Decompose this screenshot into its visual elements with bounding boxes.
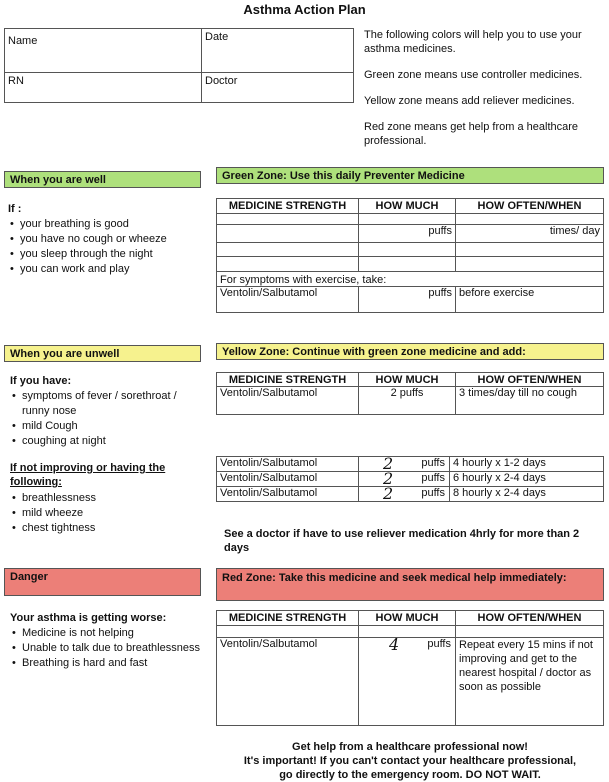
table-cell[interactable] — [456, 257, 604, 272]
table-cell[interactable] — [217, 214, 359, 225]
green-zone-header: Green Zone: Use this daily Preventer Medicine — [216, 167, 604, 184]
intro-line: Green zone means use controller medicines. — [364, 69, 583, 81]
name-field[interactable] — [5, 29, 202, 73]
yellow-note: See a doctor if have to use reliever medication 4hrly for more than 2 days — [224, 528, 580, 554]
medicine-cell[interactable]: Ventolin/Salbutamol — [217, 487, 359, 502]
puffs-label[interactable]: puffs — [359, 225, 456, 243]
col-how-much: HOW MUCH — [359, 373, 456, 387]
puffs-label: puffs — [421, 457, 445, 469]
list-item: • you have no cough or wheeze — [20, 232, 208, 247]
yellow-medicine-table — [216, 372, 604, 415]
intro-line: The following colors will help you to use your asthma medicines. — [364, 29, 582, 55]
list-item: • mild wheeze — [22, 506, 200, 521]
green-medicine-table — [216, 198, 604, 313]
handwritten-number: 2 — [383, 484, 394, 503]
how-much-cell[interactable] — [359, 469, 450, 488]
footer-line: Get help from a healthcare professional now! — [292, 741, 528, 753]
times-day-label[interactable]: times/ day — [456, 225, 604, 243]
yellow-have-bullets — [10, 389, 200, 449]
yellow-step-table — [216, 456, 604, 502]
col-how-often: HOW OFTEN/WHEN — [456, 611, 604, 626]
how-much-cell[interactable]: 2 puffs — [359, 387, 456, 415]
col-medicine: MEDICINE STRENGTH — [217, 199, 359, 214]
exercise-label: For symptoms with exercise, take: — [217, 272, 604, 287]
list-item: • your breathing is good — [20, 217, 208, 232]
col-how-often: HOW OFTEN/WHEN — [456, 199, 604, 214]
yellow-left-header: When you are unwell — [4, 345, 201, 362]
intro-text — [364, 28, 604, 160]
intro-line: Yellow zone means add reliever medicines. — [364, 95, 575, 107]
list-item: • chest tightness — [22, 521, 200, 536]
how-often-cell[interactable]: 8 hourly x 2-4 days — [450, 487, 604, 502]
puffs-label: puffs — [427, 638, 451, 650]
table-cell[interactable] — [456, 214, 604, 225]
footer-line: go directly to the emergency room. DO NOT WAIT. — [279, 769, 541, 781]
table-cell[interactable] — [217, 626, 359, 638]
green-conditions — [8, 203, 208, 277]
yellow-not-improving-label: If not improving or having the following: — [10, 462, 166, 488]
puffs-label: puffs — [421, 472, 445, 484]
medicine-cell[interactable]: Ventolin/Salbutamol — [217, 457, 359, 472]
list-item: • you sleep through the night — [20, 247, 208, 262]
date-label: Date — [205, 31, 229, 43]
how-much-cell[interactable] — [359, 454, 450, 473]
col-medicine: MEDICINE STRENGTH — [217, 373, 359, 387]
yellow-zone-header: Yellow Zone: Continue with green zone medicine and add: — [216, 343, 604, 360]
col-how-much: HOW MUCH — [359, 199, 456, 214]
col-how-often: HOW OFTEN/WHEN — [456, 373, 604, 387]
table-cell[interactable] — [359, 214, 456, 225]
doctor-label: Doctor — [205, 75, 238, 87]
list-item: • breathlessness — [22, 491, 200, 506]
green-left-header: When you are well — [4, 171, 201, 188]
list-item: • symptoms of fever / sorethroat / runny nose — [22, 389, 200, 419]
page-title: Asthma Action Plan — [243, 2, 366, 17]
list-item: • Medicine is not helping — [22, 626, 205, 641]
medicine-cell[interactable]: Ventolin/Salbutamol — [217, 638, 359, 726]
table-cell[interactable] — [456, 243, 604, 257]
table-cell[interactable] — [359, 243, 456, 257]
date-field[interactable] — [202, 29, 354, 73]
list-item: • Breathing is hard and fast — [22, 656, 205, 671]
doctor-field[interactable] — [202, 73, 354, 103]
how-much-cell[interactable] — [359, 484, 450, 503]
medicine-cell[interactable]: Ventolin/Salbutamol — [217, 387, 359, 415]
red-left-header: Danger — [4, 568, 201, 596]
table-cell[interactable] — [217, 225, 359, 243]
handwritten-number: 2 — [383, 469, 394, 488]
how-often-cell[interactable]: Repeat every 15 mins if not improving and get to the nearest hospital / doctor as soon as possible — [456, 638, 604, 726]
how-often-cell[interactable]: 3 times/day till no cough — [456, 387, 604, 415]
handwritten-number: 4 — [389, 635, 400, 654]
table-cell[interactable] — [359, 257, 456, 272]
green-if-label: If : — [8, 203, 22, 215]
list-item: • you can work and play — [20, 262, 208, 277]
list-item: • Unable to talk due to breathlessness — [22, 641, 205, 656]
table-cell[interactable] — [359, 626, 456, 638]
list-item: • mild Cough — [22, 419, 200, 434]
medicine-cell[interactable]: Ventolin/Salbutamol — [217, 472, 359, 487]
col-how-much: HOW MUCH — [359, 611, 456, 626]
how-much-cell[interactable] — [359, 635, 456, 726]
green-bullets — [8, 217, 208, 277]
list-item: • coughing at night — [22, 434, 200, 449]
yellow-not-improving-bullets — [10, 491, 200, 536]
puffs-label: puffs — [421, 487, 445, 499]
footer-line: It's important! If you can't contact your healthcare professional, — [243, 755, 577, 767]
intro-line: Red zone means get help from a healthcare professional. — [364, 121, 579, 147]
footer-text — [216, 740, 604, 782]
name-label: Name — [8, 35, 38, 47]
red-bullets — [10, 626, 205, 671]
patient-info-table — [4, 28, 354, 103]
handwritten-number: 2 — [383, 454, 394, 473]
yellow-conditions — [10, 375, 200, 536]
rn-label: RN — [8, 75, 24, 87]
table-cell[interactable] — [217, 257, 359, 272]
exercise-puffs[interactable]: puffs — [359, 287, 456, 313]
rn-field[interactable] — [5, 73, 202, 103]
table-cell[interactable] — [217, 243, 359, 257]
red-medicine-table — [216, 610, 604, 726]
exercise-medicine[interactable]: Ventolin/Salbutamol — [217, 287, 359, 313]
red-conditions — [10, 612, 205, 671]
how-often-cell[interactable]: 4 hourly x 1-2 days — [450, 457, 604, 472]
red-zone-header: Red Zone: Take this medicine and seek medical help immediately: — [216, 568, 604, 601]
how-often-cell[interactable]: 6 hourly x 2-4 days — [450, 472, 604, 487]
exercise-when[interactable]: before exercise — [456, 287, 604, 313]
col-medicine: MEDICINE STRENGTH — [217, 611, 359, 626]
red-worse-label: Your asthma is getting worse: — [10, 612, 167, 624]
table-cell[interactable] — [456, 626, 604, 638]
yellow-have-label: If you have: — [10, 375, 72, 387]
